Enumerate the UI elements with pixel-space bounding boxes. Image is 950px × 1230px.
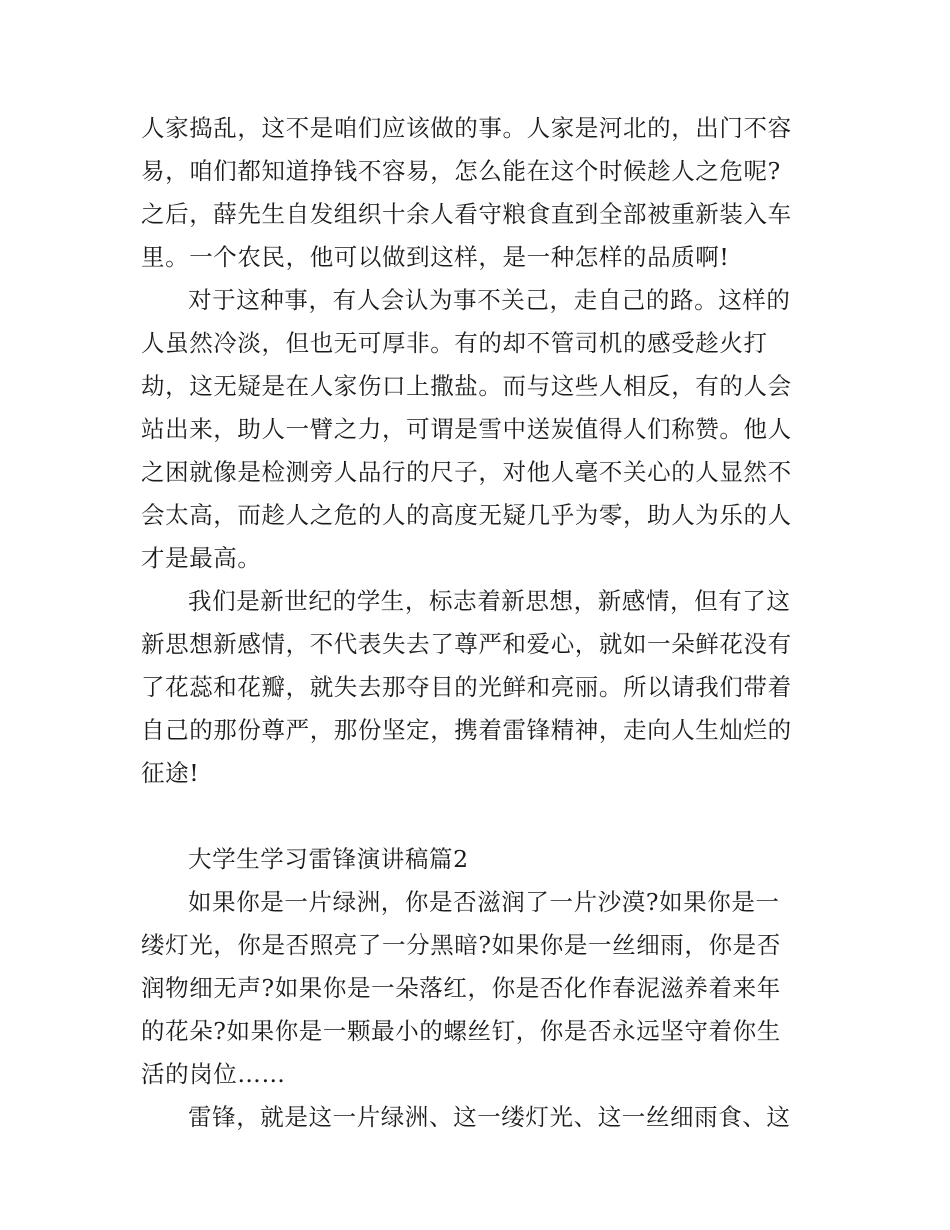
text-line: 润物细无声?如果你是一朵落红，你是否化作春泥滋养着来年 bbox=[141, 974, 781, 1002]
text-line: 人家捣乱，这不是咱们应该做的事。人家是河北的，出门不容 bbox=[141, 114, 792, 142]
text-line: 雷锋，就是这一片绿洲、这一缕灯光、这一丝细雨食、这 bbox=[188, 1103, 791, 1131]
text-line: 如果你是一片绿洲，你是否滋润了一片沙漠?如果你是一 bbox=[188, 888, 780, 916]
text-line: 会太高，而趁人之危的人的高度无疑几乎为零，助人为乐的人 bbox=[141, 501, 792, 529]
text-line: 的花朵?如果你是一颗最小的螺丝钉，你是否永远坚守着你生 bbox=[141, 1017, 781, 1045]
text-line: 劫，这无疑是在人家伤口上撒盐。而与这些人相反，有的人会 bbox=[141, 372, 792, 400]
text-line: 站出来，助人一臂之力，可谓是雪中送炭值得人们称赞。他人 bbox=[141, 415, 792, 443]
text-line: 自己的那份尊严，那份坚定，携着雷锋精神，走向人生灿烂的 bbox=[141, 716, 792, 744]
text-line: 新思想新感情，不代表失去了尊严和爱心，就如一朵鲜花没有 bbox=[141, 630, 792, 658]
text-line: 活的岗位…… bbox=[141, 1060, 286, 1088]
text-line: 之困就像是检测旁人品行的尺子，对他人毫不关心的人显然不 bbox=[141, 458, 792, 486]
text-line: 征途! bbox=[141, 759, 200, 787]
text-line: 才是最高。 bbox=[141, 544, 262, 572]
text-line: 里。一个农民，他可以做到这样，是一种怎样的品质啊! bbox=[141, 243, 730, 271]
text-line: 缕灯光，你是否照亮了一分黑暗?如果你是一丝细雨，你是否 bbox=[141, 931, 781, 959]
text-line: 易，咱们都知道挣钱不容易，怎么能在这个时候趁人之危呢? bbox=[141, 157, 781, 185]
text-line: 我们是新世纪的学生，标志着新思想，新感情，但有了这 bbox=[188, 587, 791, 615]
text-line: 了花蕊和花瓣，就失去那夺目的光鲜和亮丽。所以请我们带着 bbox=[141, 673, 792, 701]
text-line: 之后，薛先生自发组织十余人看守粮食直到全部被重新装入车 bbox=[141, 200, 792, 228]
section-heading: 大学生学习雷锋演讲稿篇2 bbox=[188, 845, 469, 873]
text-line: 人虽然冷淡，但也无可厚非。有的却不管司机的感受趁火打 bbox=[141, 329, 768, 357]
text-line: 对于这种事，有人会认为事不关己，走自己的路。这样的 bbox=[188, 286, 791, 314]
